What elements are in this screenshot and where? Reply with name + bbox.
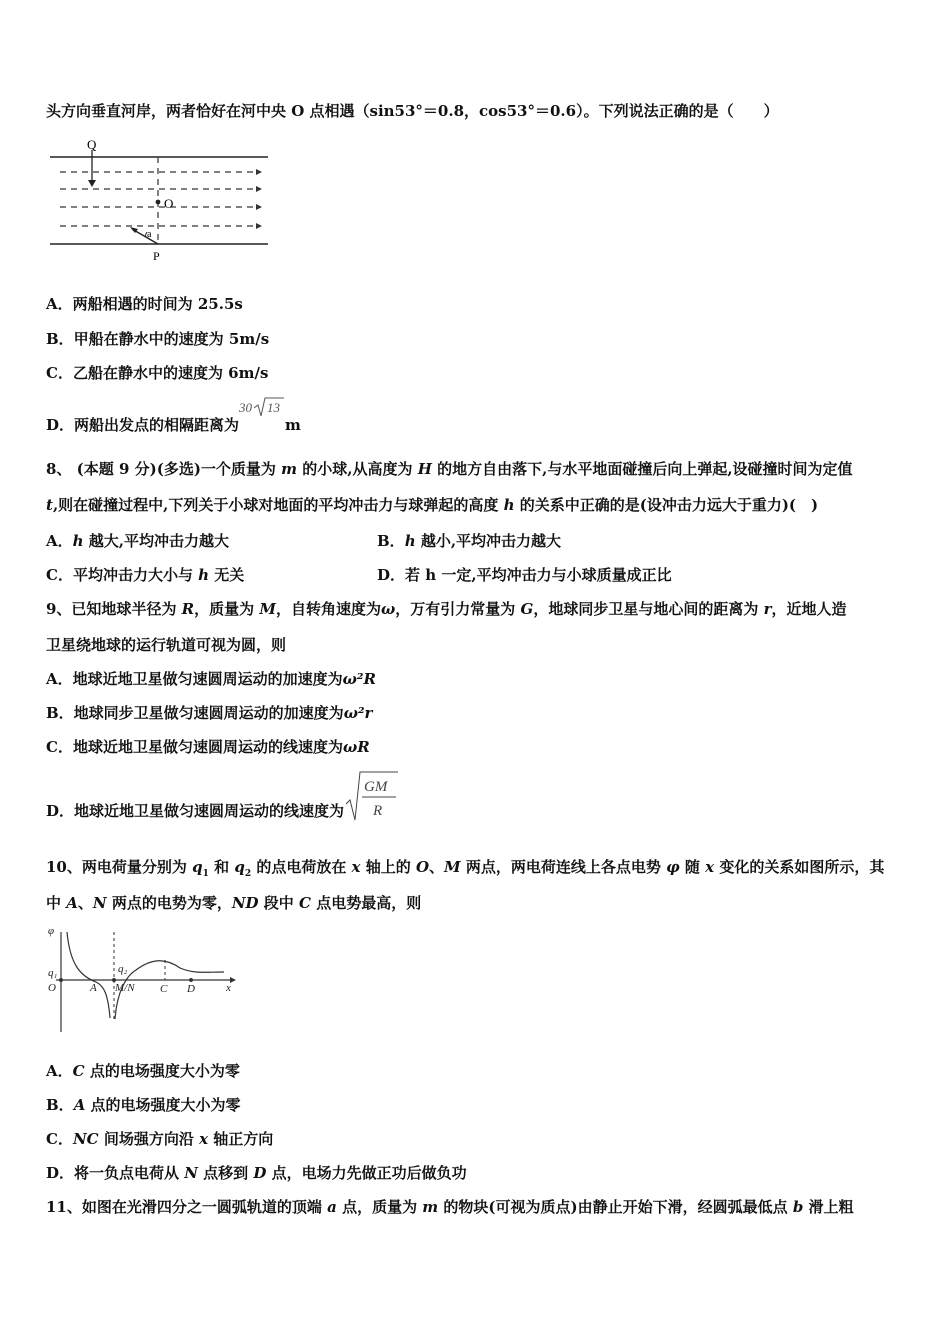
q9-option-b: B．地球同步卫星做匀速圆周运动的加速度为ω²r <box>46 704 373 722</box>
svg-text:13: 13 <box>267 400 281 415</box>
q10-line2: 中 A、N 两点的电势为零，ND 段中 C 点电势最高，则 <box>46 894 422 912</box>
fig-label-q: Q <box>87 137 97 152</box>
sqrt-symbol <box>239 396 285 422</box>
q7-option-b: B．甲船在静水中的速度为 5m/s <box>46 330 270 348</box>
q8-option-c: C．平均冲击力大小与 h 无关 <box>46 566 245 584</box>
q10-option-b: B．A 点的电场强度大小为零 <box>46 1096 241 1114</box>
potential-graph <box>44 924 240 1036</box>
q8-line2: t,则在碰撞过程中,下列关于小球对地面的平均冲击力与球弹起的高度 h 的关系中正确的是(设冲击力远大于重力)( ) <box>46 496 819 514</box>
q10-option-a: A．C 点的电场强度大小为零 <box>46 1062 240 1080</box>
graph-label-a: A <box>90 982 97 994</box>
q7-option-a: A．两船相遇的时间为 25.5s <box>46 295 243 313</box>
river-figure <box>48 136 274 264</box>
q9-option-a: A．地球近地卫星做匀速圆周运动的加速度为ω²R <box>46 670 376 688</box>
q7-stem: 头方向垂直河岸，两者恰好在河中央 O 点相遇（sin53°＝0.8，cos53°＝0.6）。下列说法正确的是（ ） <box>46 102 779 120</box>
q8-option-b: B．h 越小,平均冲击力越大 <box>377 532 562 550</box>
q8-option-d: D．若 h 一定,平均冲击力与小球质量成正比 <box>377 566 672 584</box>
q10-option-c: C．NC 间场强方向沿 x 轴正方向 <box>46 1130 274 1148</box>
q11-line1: 11、如图在光滑四分之一圆弧轨道的顶端 a 点，质量为 m 的物块(可视为质点)由静止开始下滑，经圆弧最低点 b 滑上粗 <box>46 1198 854 1216</box>
q9-option-d: D．地球近地卫星做匀速圆周运动的线速度为 GM R <box>46 796 400 821</box>
q10-line1: 10、两电荷量分别为 $q_1$ 和 $q_2$ 的点电荷放在 x 轴上的 O、M 两点，两电荷连线上各点电势 φ 随 x 变化的关系如图所示，其 <box>46 858 885 879</box>
q10-option-d: D．将一负点电荷从 N 点移到 D 点，电场力先做正功后做负功 <box>46 1164 467 1182</box>
q9-line2: 卫星绕地球的运行轨道可视为圆，则 <box>46 636 287 654</box>
fig-label-o: O <box>164 196 174 211</box>
svg-text:GM: GM <box>364 779 388 795</box>
graph-label-q1: q₁ <box>48 967 58 979</box>
q7-option-c: C．乙船在静水中的速度为 6m/s <box>46 364 269 382</box>
fig-label-angle: a <box>147 229 152 240</box>
graph-label-d: D <box>187 983 195 995</box>
sqrt-fraction <box>344 770 400 822</box>
q9-line1: 9、已知地球半径为 R，质量为 M，自转角速度为ω，万有引力常量为 G，地球同步卫星与地心间的距离为 r，近地人造 <box>46 600 847 618</box>
graph-label-c: C <box>160 983 168 995</box>
q8-line1: 8、 (本题 9 分)(多选)一个质量为 m 的小球,从高度为 H 的地方自由落下,与水平地面碰撞后向上弹起,设碰撞时间为定值 <box>46 460 853 478</box>
graph-label-q2: q₂ <box>118 963 128 975</box>
svg-text:R: R <box>373 803 383 819</box>
q8-option-a: A．h 越大,平均冲击力越大 <box>46 532 229 550</box>
graph-label-mn: M/N <box>115 982 135 994</box>
q7-option-d: D．两船出发点的相隔距离为 30 13 m <box>46 410 301 435</box>
svg-text:30: 30 <box>239 400 253 415</box>
graph-label-o: O <box>48 982 56 994</box>
graph-label-phi: φ <box>48 925 55 937</box>
graph-label-x: x <box>226 982 231 994</box>
fig-label-p: P <box>153 249 160 263</box>
q9-option-c: C．地球近地卫星做匀速圆周运动的线速度为ωR <box>46 738 370 756</box>
